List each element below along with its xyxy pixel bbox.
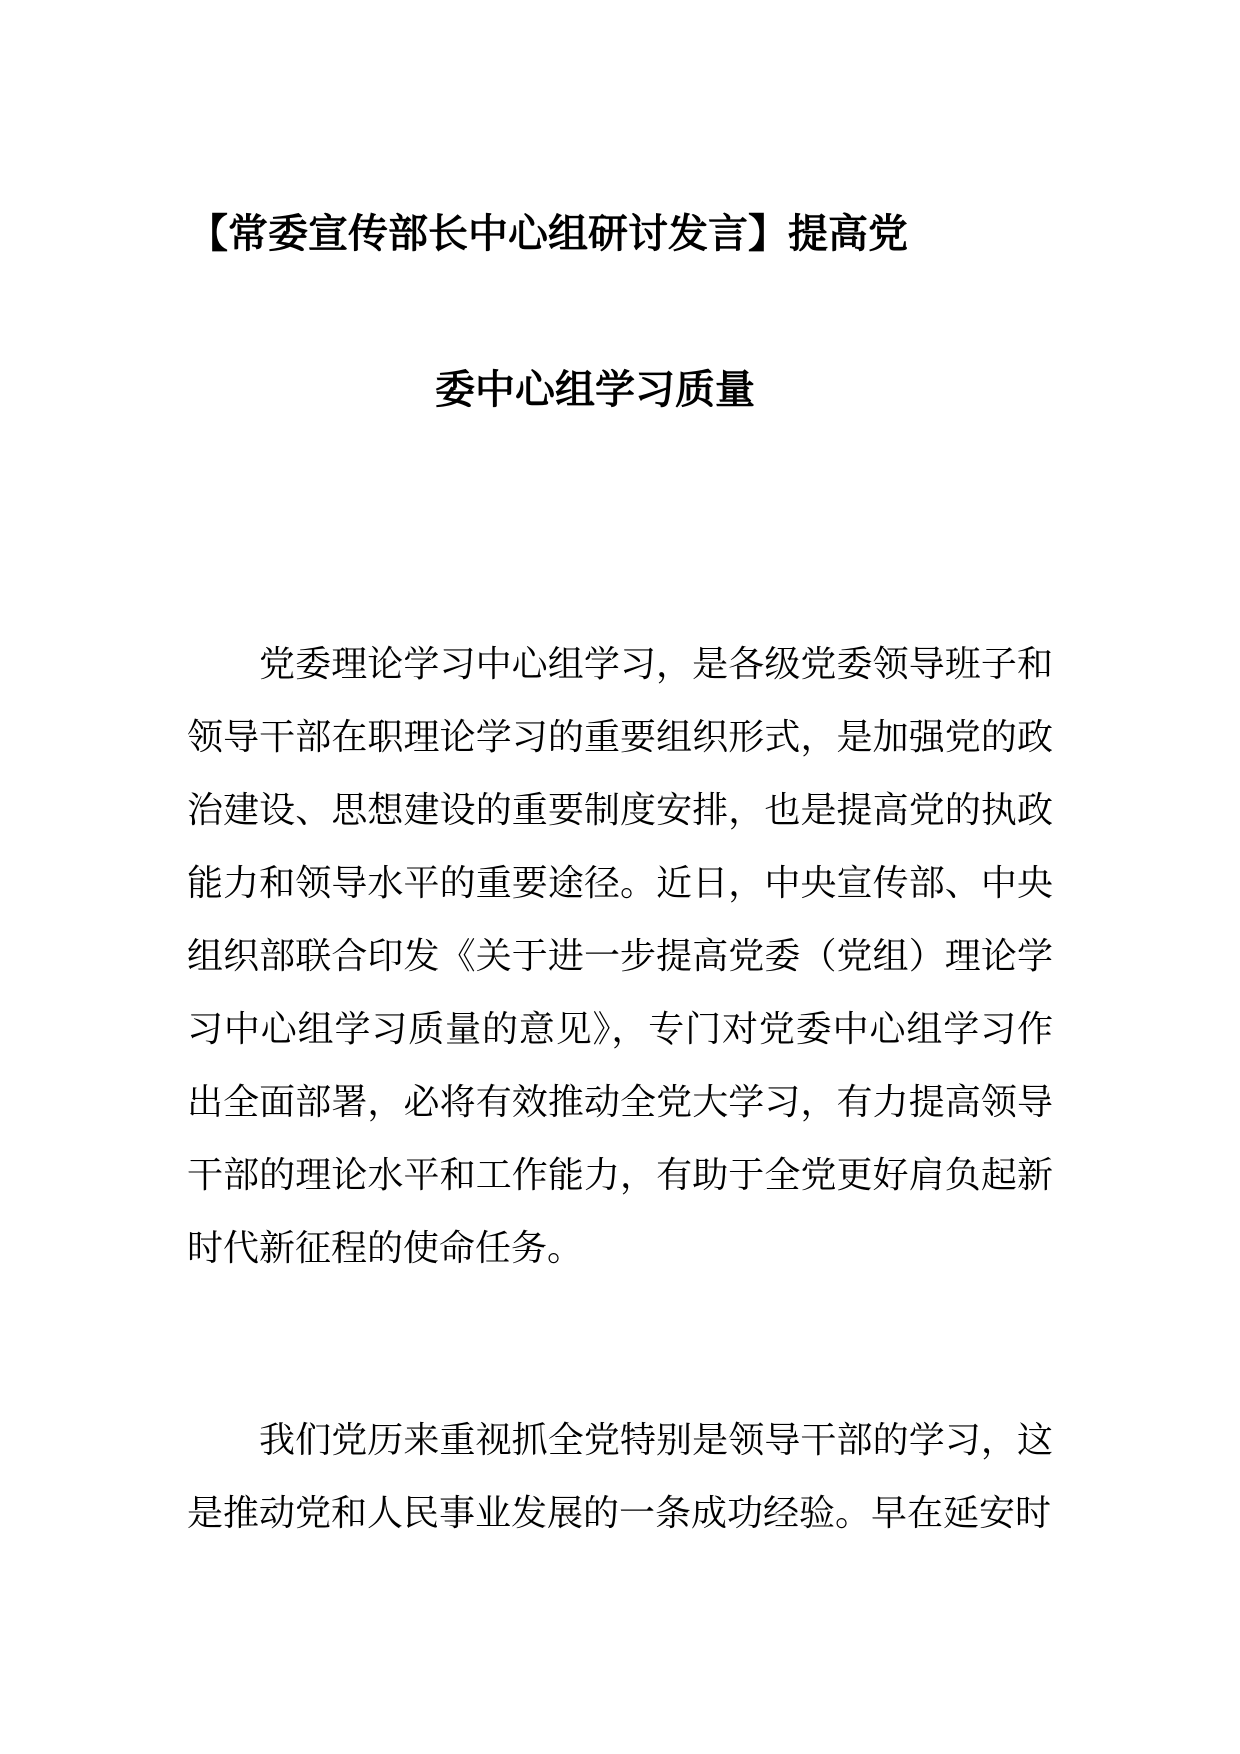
body-paragraph-1: 党委理论学习中心组学习，是各级党委领导班子和领导干部在职理论学习的重要组织形式，是加强党的政治建设、思想建设的重要制度安排，也是提高党的执政能力和领导水平的重要途径。近日，中央宣传部、中央组织部联合印发《关于进一步提高党委（党组）理论学习中心组学习质量的意见》，专门对党委中心组学习作出全面部署，必将有效推动全党大学习，有力提高领导干部的理论水平和工作能力，有助于全党更好肩负起新时代新征程的使命任务。	[187, 644, 1053, 1269]
document-title-line-1: 【常委宣传部长中心组研讨发言】提高党	[188, 211, 908, 257]
document-title-line-2: 委中心组学习质量	[435, 367, 755, 413]
body-paragraph-2: 我们党历来重视抓全党特别是领导干部的学习，这是推动党和人民事业发展的一条成功经验。早在延安时	[187, 1420, 1053, 1534]
